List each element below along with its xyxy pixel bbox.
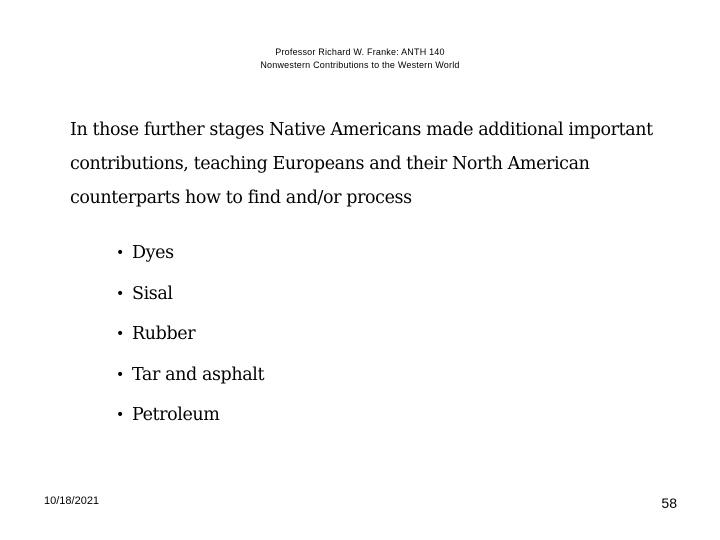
list-item [116,277,264,318]
header-title-line: Nonwestern Contributions to the Western World [260,60,460,70]
intro-paragraph: In those further stages Native Americans made additional important contributions, teaching Europeans and their North American counterparts how to find and/or process [70,120,653,208]
list-item [116,358,264,399]
bullet-icon: • [116,285,124,302]
slide-header [0,46,720,72]
list-item [116,398,264,439]
list-item-label: Rubber [132,324,196,344]
list-item [116,317,264,358]
list-item-label: Sisal [132,283,173,304]
bullet-icon: • [116,366,124,383]
header-course-line: Professor Richard W. Franke: ANTH 140 [275,47,445,57]
list-item-label: Petroleum [132,405,220,425]
list-item-label: Tar and asphalt [132,364,265,385]
slide-number: 58 [661,495,677,511]
list-item [116,236,264,277]
bullet-list [116,236,264,439]
bullet-icon: • [116,407,124,423]
bullet-icon: • [116,245,124,261]
bullet-icon: • [116,326,124,342]
list-item-label: Dyes [132,243,174,263]
footer-date: 10/18/2021 [44,495,100,507]
